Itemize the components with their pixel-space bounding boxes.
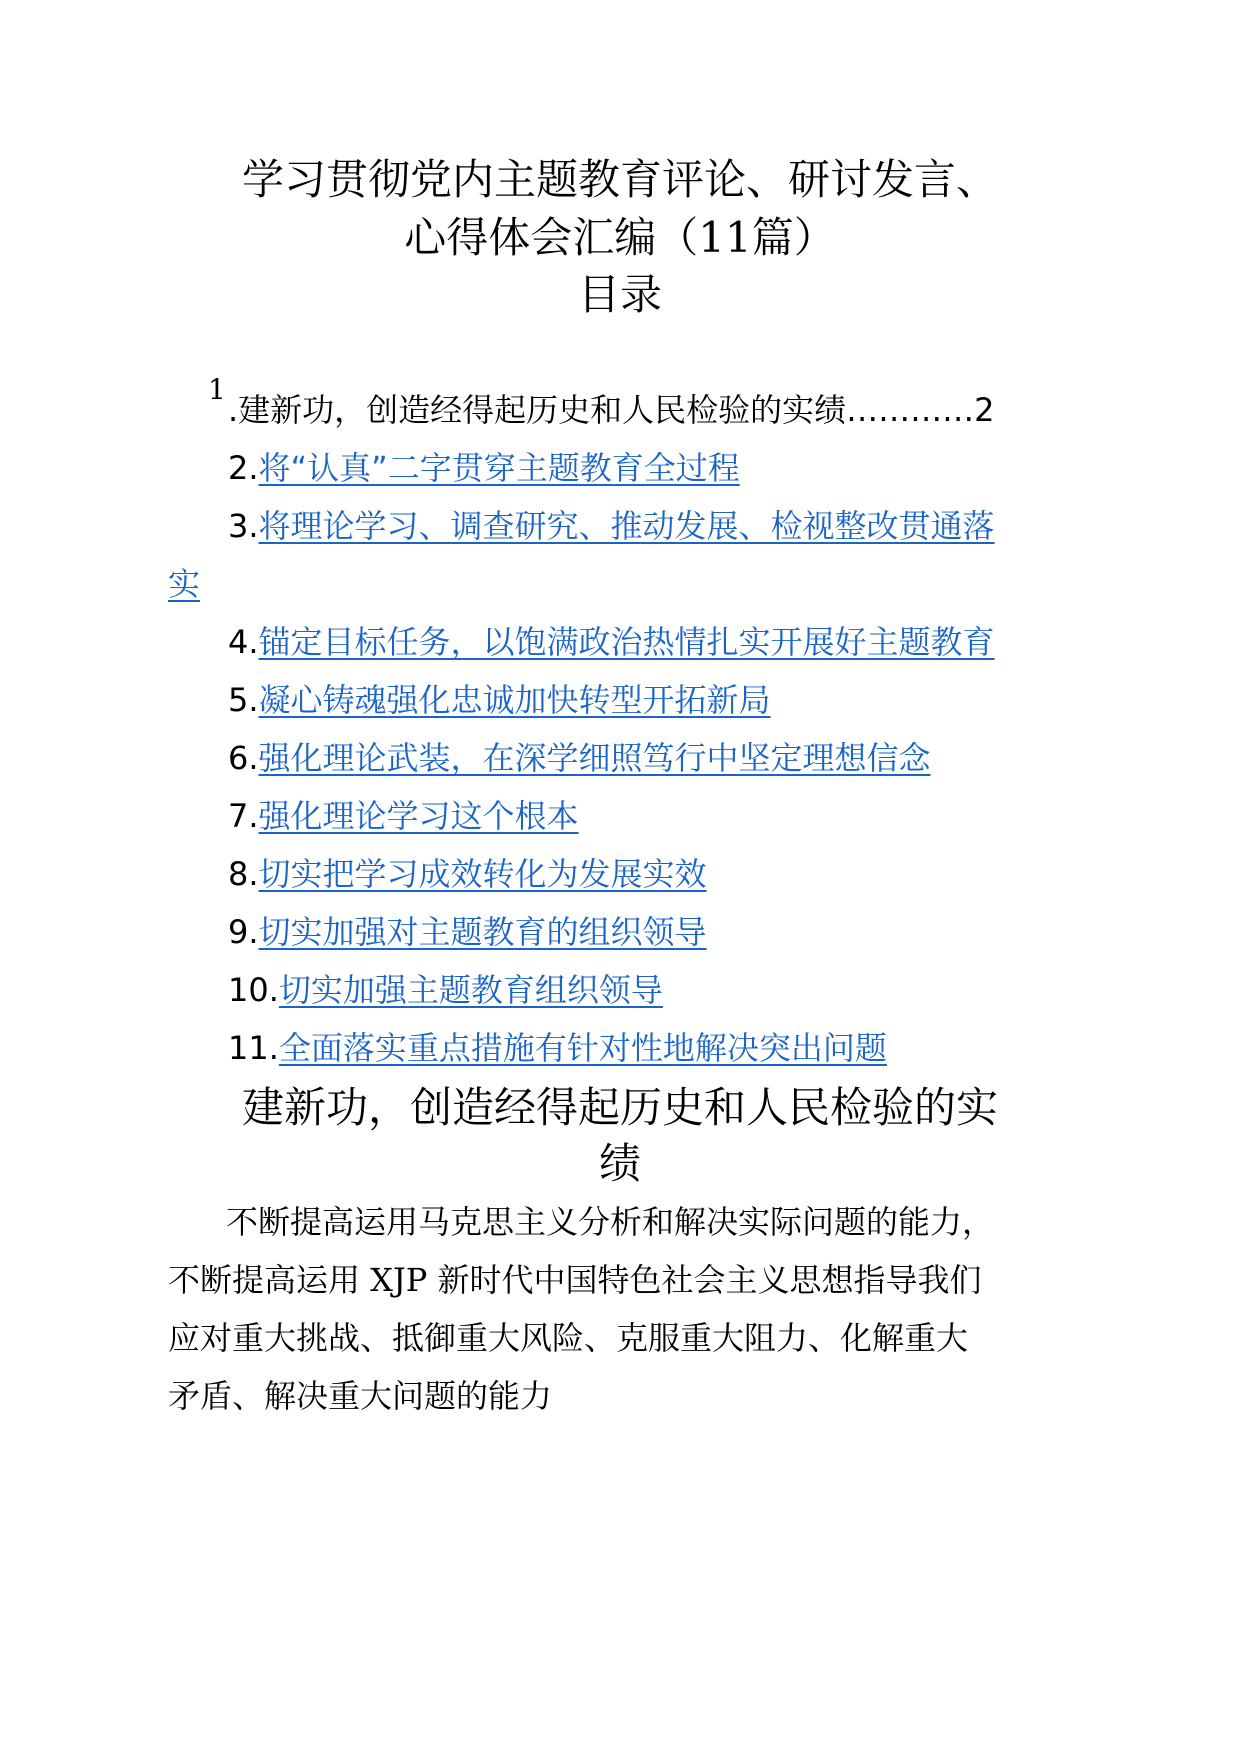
toc-item-number: 9. — [228, 913, 259, 951]
toc-item-1: .建新功，创造经得起历史和人民检验的实绩…………2 — [228, 391, 995, 429]
toc-item-number: 10. — [228, 971, 279, 1009]
title-count: 11 — [698, 213, 752, 262]
document-title-line-2 — [100, 208, 1140, 268]
toc-item-9[interactable] — [228, 910, 707, 954]
toc-item-4[interactable] — [228, 620, 995, 664]
toc-item-number: 5. — [228, 681, 259, 719]
body-text-line-1: 不断提高运用马克思主义分析和解决实际问题的能力， — [226, 1203, 995, 1241]
toc-link-3[interactable]: 将理论学习、调查研究、推动发展、检视整改贯通落 — [258, 507, 995, 545]
toc-item-number: 11. — [228, 1029, 279, 1067]
title-prefix: 心得体会汇编（ — [404, 213, 699, 262]
toc-link-7[interactable]: 强化理论学习这个根本 — [258, 797, 579, 835]
title-suffix: 篇） — [751, 213, 836, 262]
toc-link-4[interactable]: 锚定目标任务，以饱满政治热情扎实开展好主题教育 — [258, 623, 995, 661]
toc-link-6[interactable]: 强化理论武装，在深学细照笃行中坚定理想信念 — [258, 739, 931, 777]
toc-item-8[interactable] — [228, 852, 707, 896]
toc-item-3-continuation[interactable] — [168, 562, 200, 606]
section-title-line-1: 建新功，创造经得起历史和人民检验的实 — [241, 1083, 998, 1132]
toc-item-5[interactable] — [228, 678, 771, 722]
toc-item-number: 6. — [228, 739, 259, 777]
toc-item-11[interactable] — [228, 1026, 887, 1070]
toc-item-3[interactable] — [228, 504, 995, 548]
toc-link-2[interactable]: 将“认真”二字贯穿主题教育全过程 — [258, 449, 740, 487]
toc-link-10[interactable]: 切实加强主题教育组织领导 — [278, 971, 663, 1009]
toc-item-number: 3. — [228, 507, 259, 545]
body-text-line-2: 不断提高运用 XJP 新时代中国特色社会主义思想指导我们 — [168, 1261, 982, 1299]
toc-link-11[interactable]: 全面落实重点措施有针对性地解决突出问题 — [278, 1029, 887, 1067]
toc-item-7[interactable] — [228, 794, 579, 838]
toc-item-number: 7. — [228, 797, 259, 835]
toc-link-8[interactable]: 切实把学习成效转化为发展实效 — [258, 855, 707, 893]
body-text-line-4: 矛盾、解决重大问题的能力 — [168, 1377, 553, 1415]
toc-item-1-number: 1 — [208, 373, 226, 406]
toc-item-number: 2. — [228, 449, 259, 487]
toc-link-3-continued[interactable]: 实 — [168, 565, 201, 603]
section-title-line-2: 绩 — [598, 1139, 641, 1188]
toc-item-number: 4. — [228, 623, 259, 661]
document-title-line-1: 学习贯彻党内主题教育评论、研讨发言、 — [241, 155, 998, 204]
toc-item-10[interactable] — [228, 968, 663, 1012]
body-text-line-3: 应对重大挑战、抵御重大风险、克服重大阻力、化解重大 — [168, 1319, 969, 1357]
toc-heading: 目录 — [577, 270, 662, 319]
toc-item-number: 8. — [228, 855, 259, 893]
toc-item-2[interactable] — [228, 446, 740, 490]
toc-link-9[interactable]: 切实加强对主题教育的组织领导 — [258, 913, 707, 951]
toc-link-5[interactable]: 凝心铸魂强化忠诚加快转型开拓新局 — [258, 681, 771, 719]
toc-item-6[interactable] — [228, 736, 931, 780]
